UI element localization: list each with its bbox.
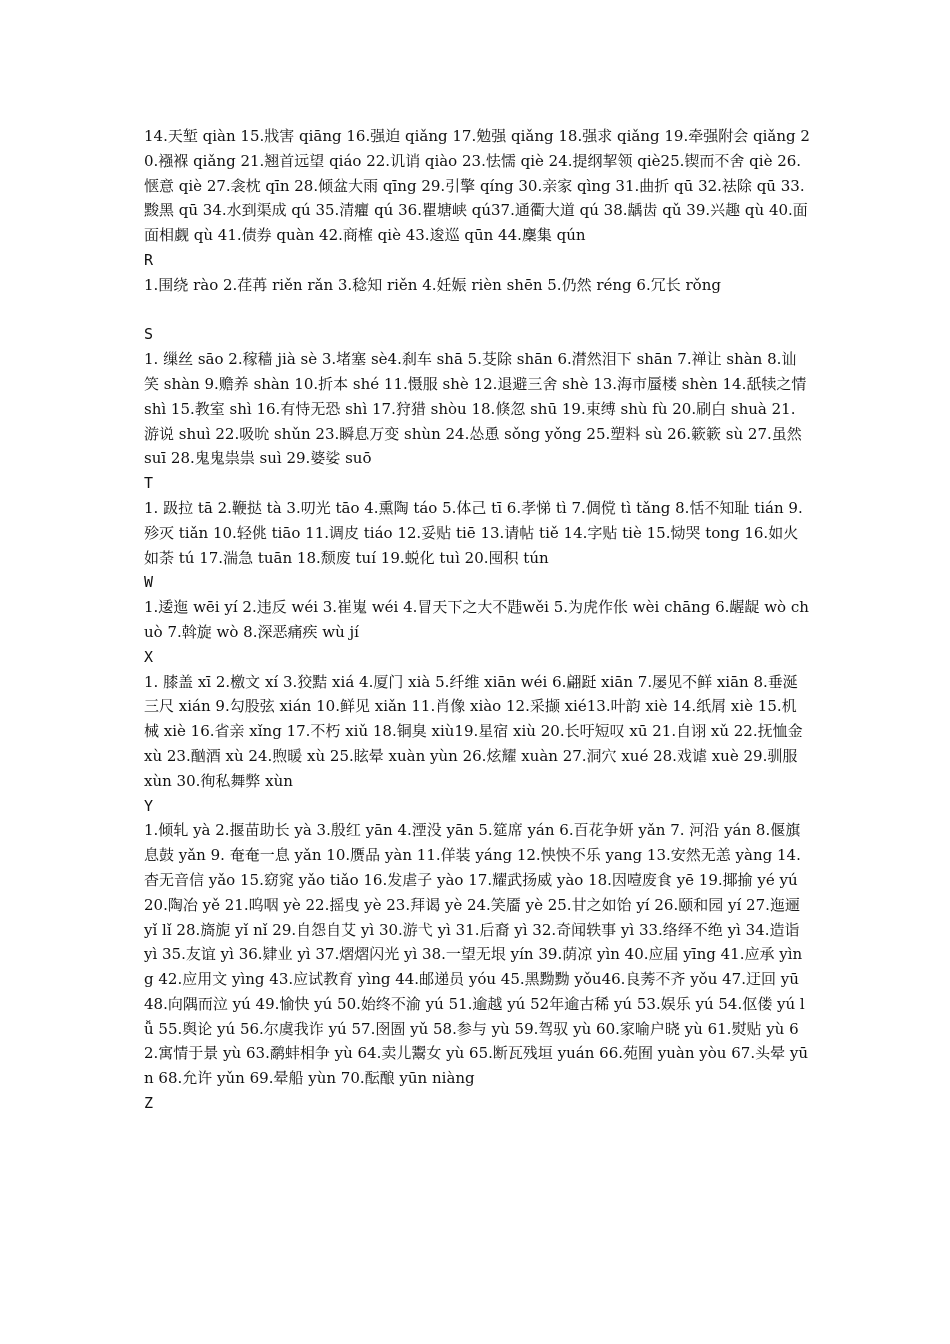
section-heading-r: R xyxy=(144,250,154,269)
section-q-continued: 14.天堑 qiàn 15.戕害 qiāng 16.强迫 qiǎng 17.勉强 qiǎng 18.强求 qiǎng 19.牵强附会 qiǎng 20.襁褓 qiǎng 21.翘首远望 qiáo 22.讥诮 qiào 23.怯懦 qiè 24.提纲挈领 qiè25.锲而不舍 qiè 26.惬意 qiè 27.衾枕 qīn 28.倾盆大雨 qīng 29.引擎 qíng 30.亲家 qìng 31.曲折 qū 32.祛除 qū 33.黢黑 qū 34.水到渠成 qú 35.清癯 qú 36.瞿塘峡 qú37.通衢大道 qú 38.龋齿 qǔ 39.兴趣 qù 40.面面相觑 qù 41.债券 quàn 42.商榷 qiè 43.逡巡 qūn 44.麇集 qún xyxy=(144,127,810,245)
section-heading-w: W xyxy=(144,573,154,592)
section-heading-s: S xyxy=(144,325,154,344)
section-w-entries: 1.逶迤 wēi yí 2.违反 wéi 3.崔嵬 wéi 4.冒天下之大不韪wěi 5.为虎作伥 wèi chāng 6.龌龊 wò chuò 7.斡旋 wò 8.深恶痛疾 wù jí xyxy=(144,598,809,641)
section-heading-t: T xyxy=(144,474,154,493)
section-r-entries: 1.围绕 rào 2.荏苒 riěn rǎn 3.稔知 riěn 4.妊娠 rièn shēn 5.仍然 réng 6.冗长 rǒng xyxy=(144,275,721,294)
pronunciation-list-page xyxy=(144,124,810,1116)
section-heading-y: Y xyxy=(144,796,154,815)
section-s-entries: 1. 缫丝 sāo 2.稼穑 jià sè 3.堵塞 sè4.刹车 shā 5.芟除 shān 6.潸然泪下 shān 7.禅让 shàn 8.讪笑 shàn 9.赡养 shàn 10.折本 shé 11.慑服 shè 12.退避三舍 shè 13.海市蜃楼 shèn 14.舐犊之情 shì 15.教室 shì 16.有恃无恐 shì 17.狩猎 shòu 18.倏忽 shū 19.束缚 shù fù 20.刷白 shuà 21.游说 shuì 22.吸吮 shǔn 23.瞬息万变 shùn 24.怂恿 sǒng yǒng 25.塑料 sù 26.簌簌 sù 27.虽然 suī 28.鬼鬼祟祟 suì 29.婆娑 suō xyxy=(144,350,807,468)
spacer xyxy=(144,298,810,323)
section-y-entries: 1.倾轧 yà 2.揠苗助长 yà 3.殷红 yān 4.湮没 yān 5.筵席 yán 6.百花争妍 yǎn 7. 河沿 yán 8.偃旗息鼓 yǎn 9. 奄奄一息 yǎn 10.赝品 yàn 11.佯装 yáng 12.怏怏不乐 yang 13.安然无恙 yàng 14.杳无音信 yǎo 15.窈窕 yǎo tiǎo 16.发虐子 yào 17.耀武扬威 yào 18.因噎废食 yē 19.揶揄 yé yú 20.陶冶 yě 21.呜咽 yè 22.摇曳 yè 23.拜谒 yè 24.笑靥 yè 25.甘之如饴 yí 26.颐和园 yí 27.迤逦 yǐ lǐ 28.旖旎 yǐ nǐ 29.自怨自艾 yì 30.游弋 yì 31.后裔 yì 32.奇闻轶事 yì 33.络绎不绝 yì 34.造诣 yì 35.友谊 yì 36.肄业 yì 37.熠熠闪光 yì 38.一望无垠 yín 39.荫凉 yìn 40.应届 yīng 41.应承 yìng 42.应用文 yìng 43.应试教育 yìng 44.邮递员 yóu 45.黑黝黝 yǒu46.良莠不齐 yǒu 47.迂回 yū 48.向隅而泣 yú 49.愉快 yú 50.始终不渝 yú 51.逾越 yú 52年逾古稀 yú 53.娱乐 yú 54.伛偻 yú lǚ 55.舆论 yú 56.尔虞我诈 yú 57.囹圄 yǔ 58.参与 yù 59.驾驭 yù 60.家喻户晓 yù 61.熨贴 yù 62.寓情于景 yù 63.鹬蚌相争 yù 64.卖儿鬻女 yù 65.断瓦残垣 yuán 66.苑囿 yuàn yòu 67.头晕 yūn 68.允许 yǔn 69.晕船 yùn 70.酝酿 yūn niàng xyxy=(144,821,808,1088)
section-x-entries: 1. 膝盖 xī 2.檄文 xí 3.狡黠 xiá 4.厦门 xià 5.纤维 xiān wéi 6.翩跹 xiān 7.屡见不鲜 xiān 8.垂涎三尺 xián 9.勾股弦 xián 10.鲜见 xiǎn 11.肖像 xiào 12.采撷 xié13.叶韵 xiè 14.纸屑 xiè 15.机械 xiè 16.省亲 xǐng 17.不朽 xiǔ 18.铜臭 xiù19.星宿 xiù 20.长吁短叹 xū 21.自诩 xǔ 22.抚恤金 xù 23.酗酒 xù 24.煦暖 xù 25.眩晕 xuàn yùn 26.炫耀 xuàn 27.洞穴 xué 28.戏谑 xuè 29.驯服 xùn 30.徇私舞弊 xùn xyxy=(144,672,803,790)
section-t-entries: 1. 趿拉 tā 2.鞭挞 tà 3.叨光 tāo 4.熏陶 táo 5.体己 tī 6.孝悌 tì 7.倜傥 tì tǎng 8.恬不知耻 tián 9.殄灭 tiǎn 10.轻佻 tiāo 11.调皮 tiáo 12.妥贴 tiē 13.请帖 tiě 14.字贴 tiè 15.恸哭 tong 16.如火如荼 tú 17.湍急 tuān 18.颓废 tuí 19.蜕化 tuì 20.囤积 tún xyxy=(144,498,803,567)
section-heading-x: X xyxy=(144,647,154,666)
section-heading-z: Z xyxy=(144,1094,154,1113)
